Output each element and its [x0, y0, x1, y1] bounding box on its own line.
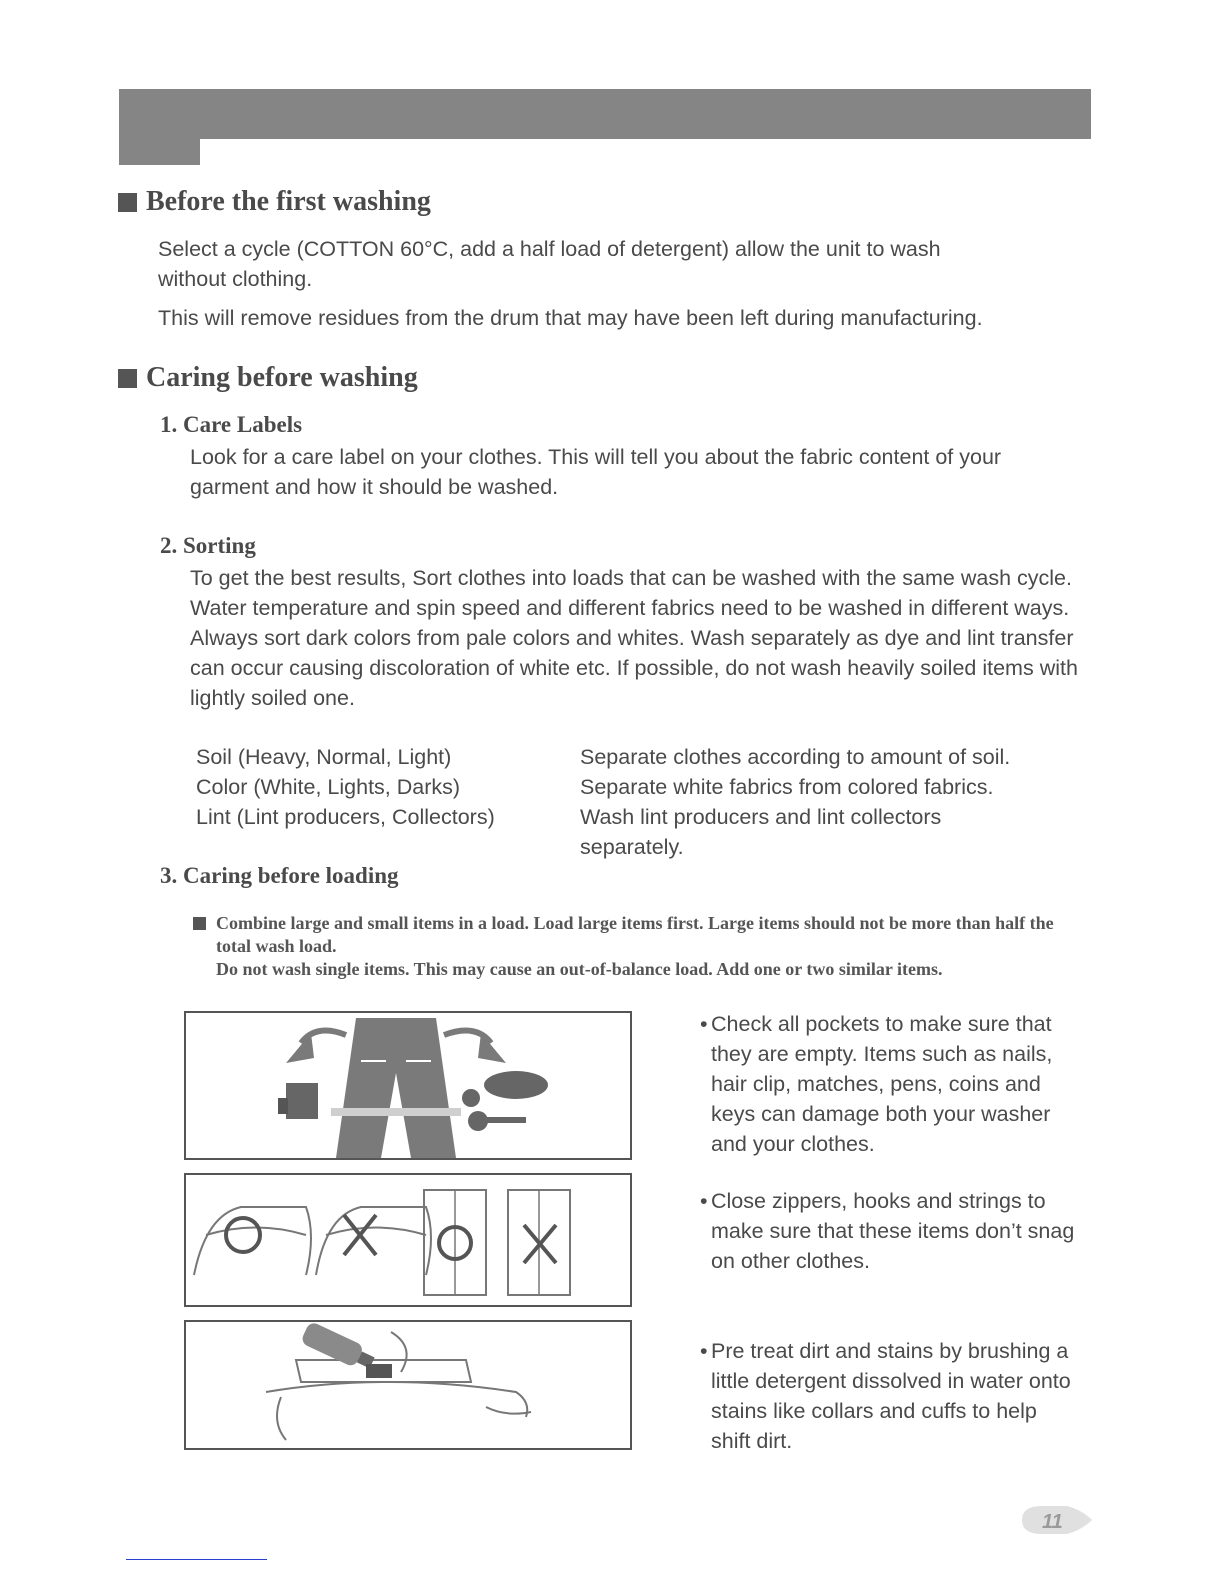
square-bullet-icon [193, 917, 206, 930]
footer-link-line [126, 1559, 267, 1560]
first-washing-paragraph-1: Select a cycle (COTTON 60°C, add a half load of detergent) allow the unit to wash without clothing. [158, 237, 941, 291]
subsection-care-labels-title: 1. Care Labels [160, 412, 303, 437]
section-title-caring [118, 362, 418, 394]
section-title-text: Before the first washing [146, 186, 431, 217]
page-number-tab-icon [1012, 1500, 1092, 1540]
illustration-close-zippers [184, 1173, 632, 1307]
sorting-table-left [196, 742, 495, 832]
care-labels-text: Look for a care label on your clothes. This will tell you about the fabric content of your garment and how it should be washed. [190, 445, 1002, 499]
page-number: 11 [1042, 1511, 1063, 1533]
bullet-dot: • [700, 1339, 708, 1363]
loading-note-1: Combine large and small items in a load. Load large items first. Large items should not be more than half the total wash load. [216, 913, 1054, 956]
bullet-check-pockets [700, 1009, 1080, 1159]
illustration-empty-pockets [184, 1011, 632, 1160]
square-bullet-icon [118, 193, 137, 212]
subsection-loading-title: 3. Caring before loading [160, 863, 399, 888]
header-tab [119, 139, 200, 165]
page-number-badge [1012, 1500, 1092, 1540]
subsection-sorting-title: 2. Sorting [160, 533, 256, 558]
sorting-table-cell: Soil (Heavy, Normal, Light) [196, 745, 452, 769]
square-bullet-icon [118, 369, 137, 388]
illustration-pretreat-stains [184, 1320, 632, 1450]
bullet-dot: • [700, 1189, 708, 1213]
sorting-text: To get the best results, Sort clothes into loads that can be washed with the same wash cycle. Water temperature and spin speed and different fabrics need to be washed in different ways. Always sort dark colors from pale colors and whites. Wash separately as dye and lint transfer can occur causing discoloration of white etc. If possible, do not wash heavily soiled items with lightly soiled one. [190, 566, 1078, 710]
bullet-text: Check all pockets to make sure that they are empty. Items such as nails, hair clip, matches, pens, coins and keys can damage both your washer and your clothes. [711, 1012, 1053, 1156]
bullet-text: Close zippers, hooks and strings to make sure that these items don’t snag on other clothes. [711, 1189, 1075, 1273]
header-bar [119, 89, 1091, 139]
bullet-text: Pre treat dirt and stains by brushing a little detergent dissolved in water onto stains like collars and cuffs to help shift dirt. [711, 1339, 1071, 1453]
first-washing-paragraph-2: This will remove residues from the drum that may have been left during manufacturing. [158, 306, 983, 330]
loading-note [193, 912, 1093, 981]
sorting-table-cell: Separate white fabrics from colored fabrics. [580, 775, 994, 799]
bullet-close-zippers [700, 1186, 1080, 1276]
garments-fastened-icon [186, 1175, 630, 1305]
bullet-dot: • [700, 1012, 708, 1036]
sorting-table-cell: Separate clothes according to amount of soil. [580, 745, 1011, 769]
detergent-brushing-icon [186, 1322, 630, 1448]
sorting-table-right [580, 742, 1040, 862]
trousers-pockets-icon [186, 1013, 630, 1158]
sorting-table-cell: Color (White, Lights, Darks) [196, 775, 461, 799]
bullet-pretreat [700, 1336, 1080, 1456]
section-title-first-washing [118, 186, 431, 218]
sorting-table-cell: Lint (Lint producers, Collectors) [196, 805, 495, 829]
sorting-table-cell: Wash lint producers and lint collectors separately. [580, 805, 942, 859]
loading-note-2: Do not wash single items. This may cause an out-of-balance load. Add one or two similar items. [216, 959, 943, 979]
section-title-text: Caring before washing [146, 362, 418, 393]
